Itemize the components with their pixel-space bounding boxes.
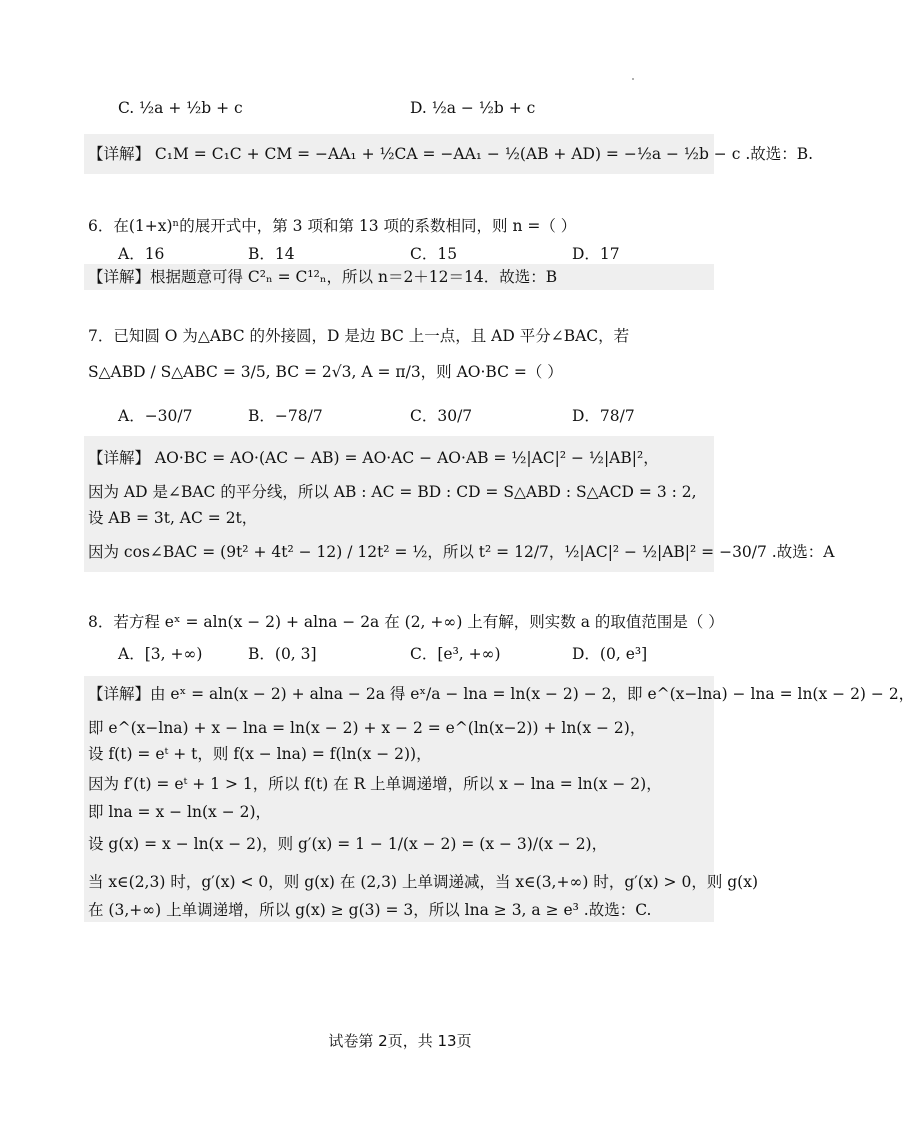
q5-option-c: C. ½a + ½b + c bbox=[118, 99, 243, 117]
q6-detail-box bbox=[84, 264, 714, 290]
q7-stem-line1: 7．已知圆 O 为△ABC 的外接圆，D 是边 BC 上一点，且 AD 平分∠BAC，若 bbox=[88, 327, 630, 345]
q8-detail-line3: 设 f(t) = eᵗ + t，则 f(x − lna) = f(ln(x − 2))， bbox=[88, 745, 432, 763]
q8-stem: 8．若方程 eˣ = aln(x − 2) + alna − 2a 在 (2, +∞) 上有解，则实数 a 的取值范围是（ ） bbox=[88, 613, 724, 631]
page-footer: 试卷第 2页，共 13页 bbox=[328, 1032, 472, 1050]
q5-detail-box bbox=[84, 134, 814, 174]
q7-detail-line3: 设 AB = 3t, AC = 2t， bbox=[88, 509, 258, 527]
q8-detail-line2: 即 e^(x−lna) + x − lna = ln(x − 2) + x − 2 = e^(ln(x−2)) + ln(x − 2)， bbox=[88, 719, 646, 737]
q7-option-b: B．−78/7 bbox=[248, 407, 323, 425]
q8-detail-line5: 即 lna = x − ln(x − 2)， bbox=[88, 803, 272, 821]
q7-option-c: C．30/7 bbox=[410, 407, 473, 425]
q7-option-d: D．78/7 bbox=[572, 407, 635, 425]
scan-speck bbox=[632, 78, 634, 80]
q6-detail-text: 【详解】根据题意可得 C²ₙ = C¹²ₙ，所以 n＝2＋12＝14．故选：B bbox=[88, 268, 558, 286]
q5-detail-text: 【详解】 C₁M = C₁C + CM = −AA₁ + ½CA = −AA₁ − ½(AB + AD) = −½a − ½b − c .故选：B. bbox=[88, 145, 814, 163]
q6-option-a: A．16 bbox=[118, 245, 165, 263]
q8-detail-box bbox=[84, 676, 914, 922]
q8-detail-line6: 设 g(x) = x − ln(x − 2)，则 g′(x) = 1 − 1/(x − 2) = (x − 3)/(x − 2)， bbox=[88, 835, 608, 853]
q6-option-c: C．15 bbox=[410, 245, 458, 263]
q7-detail-line1: 【详解】 AO·BC = AO·(AC − AB) = AO·AC − AO·AB = ½|AC|² − ½|AB|²， bbox=[88, 449, 659, 467]
q8-detail-line7: 当 x∈(2,3) 时，g′(x) < 0，则 g(x) 在 (2,3) 上单调递减，当 x∈(3,+∞) 时，g′(x) > 0，则 g(x) bbox=[88, 873, 759, 891]
q7-detail-line2: 因为 AD 是∠BAC 的平分线，所以 AB : AC = BD : CD = S△ABD : S△ACD = 3 : 2, bbox=[88, 483, 697, 501]
q8-detail-line4: 因为 f′(t) = eᵗ + 1 > 1，所以 f(t) 在 R 上单调递增，所以 x − lna = ln(x − 2)， bbox=[88, 775, 662, 793]
q6-stem: 6．在(1+x)ⁿ的展开式中，第 3 项和第 13 项的系数相同，则 n =（ ） bbox=[88, 217, 577, 235]
q8-option-b: B．(0, 3] bbox=[248, 645, 317, 663]
q8-option-a: A．[3, +∞) bbox=[118, 645, 203, 663]
q6-option-b: B．14 bbox=[248, 245, 295, 263]
q8-option-c: C．[e³, +∞) bbox=[410, 645, 501, 663]
q6-option-d: D．17 bbox=[572, 245, 620, 263]
q7-stem-line2: S△ABD / S△ABC = 3/5, BC = 2√3, A = π/3，则 AO·BC =（ ） bbox=[88, 363, 563, 381]
q8-detail-line8: 在 (3,+∞) 上单调递增，所以 g(x) ≥ g(3) = 3，所以 lna ≥ 3, a ≥ e³ .故选：C. bbox=[88, 901, 652, 919]
q7-detail-line4: 因为 cos∠BAC = (9t² + 4t² − 12) / 12t² = ½，所以 t² = 12/7，½|AC|² − ½|AB|² = −30/7 .故选：A bbox=[88, 543, 835, 561]
q5-option-d: D. ½a − ½b + c bbox=[410, 99, 536, 117]
q7-detail-box bbox=[84, 436, 835, 572]
q8-detail-line1: 【详解】由 eˣ = aln(x − 2) + alna − 2a 得 eˣ/a − lna = ln(x − 2) − 2，即 e^(x−lna) − lna = ln(x − 2) − 2， bbox=[88, 685, 914, 703]
q8-option-d: D．(0, e³] bbox=[572, 645, 648, 663]
q7-option-a: A．−30/7 bbox=[118, 407, 193, 425]
